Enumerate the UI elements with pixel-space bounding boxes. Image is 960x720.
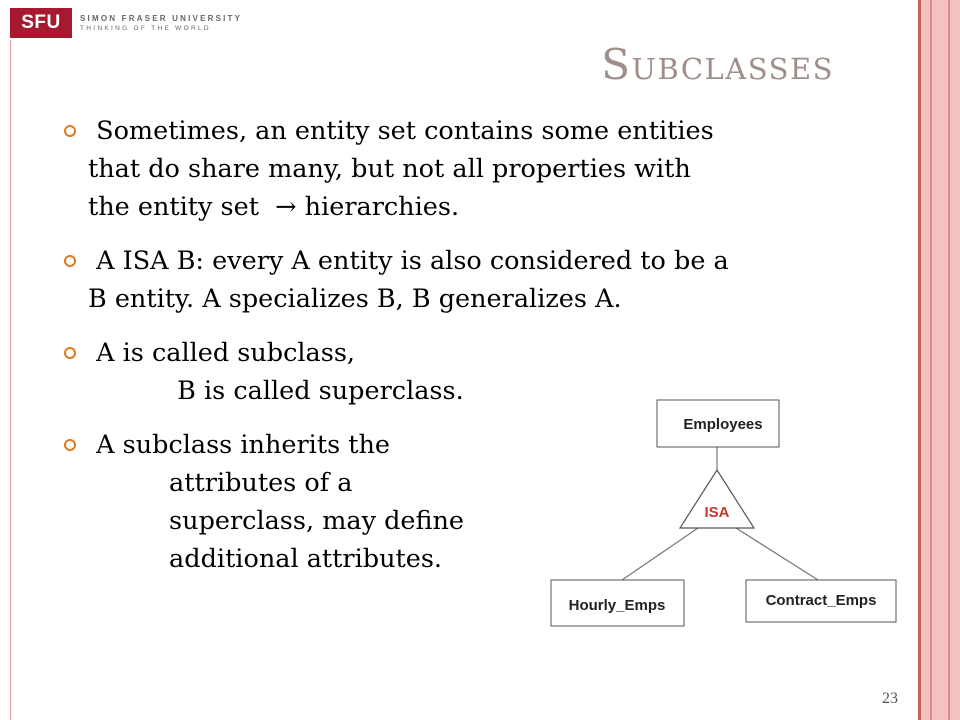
contract-emps-label: Contract_Emps bbox=[765, 592, 877, 609]
bullet-circle-icon bbox=[64, 347, 76, 359]
bullet-circle-icon bbox=[64, 255, 76, 267]
border-line bbox=[948, 0, 950, 720]
isa-hierarchy-diagram bbox=[540, 390, 910, 640]
bullet-item bbox=[64, 112, 848, 226]
child-connector-contract bbox=[736, 528, 818, 580]
bullet-item bbox=[64, 242, 848, 318]
isa-label: ISA bbox=[704, 504, 730, 521]
bullet-circle-icon bbox=[64, 439, 76, 451]
diagram-svg bbox=[540, 390, 910, 640]
bullet-text: A is called subclass, B is called superclass. bbox=[96, 338, 464, 406]
hourly-emps-label: Hourly_Emps bbox=[568, 597, 666, 614]
right-decorative-border bbox=[918, 0, 960, 720]
logo-tagline: THINKING OF THE WORLD bbox=[80, 25, 211, 32]
logo-abbr: SFU bbox=[10, 8, 72, 38]
employees-label: Employees bbox=[683, 416, 763, 433]
logo-name: SIMON FRASER UNIVERSITY bbox=[80, 14, 243, 23]
border-line bbox=[918, 0, 921, 720]
border-line bbox=[930, 0, 932, 720]
left-border-line bbox=[10, 40, 11, 720]
child-connector-hourly bbox=[622, 528, 698, 580]
slide-title: Subclasses bbox=[601, 40, 834, 89]
bullet-text: Sometimes, an entity set contains some entities that do share many, but not all properties with the entity set → hierarchies. bbox=[88, 116, 714, 222]
bullet-circle-icon bbox=[64, 125, 76, 137]
logo-text bbox=[80, 13, 242, 33]
sfu-logo bbox=[10, 8, 242, 38]
bullet-text: A subclass inherits the attributes of a superclass, may define additional attributes. bbox=[96, 430, 465, 574]
page-number: 23 bbox=[882, 690, 898, 707]
bullet-text: A ISA B: every A entity is also considered to be a B entity. A specializes B, B generalizes A. bbox=[88, 246, 729, 314]
